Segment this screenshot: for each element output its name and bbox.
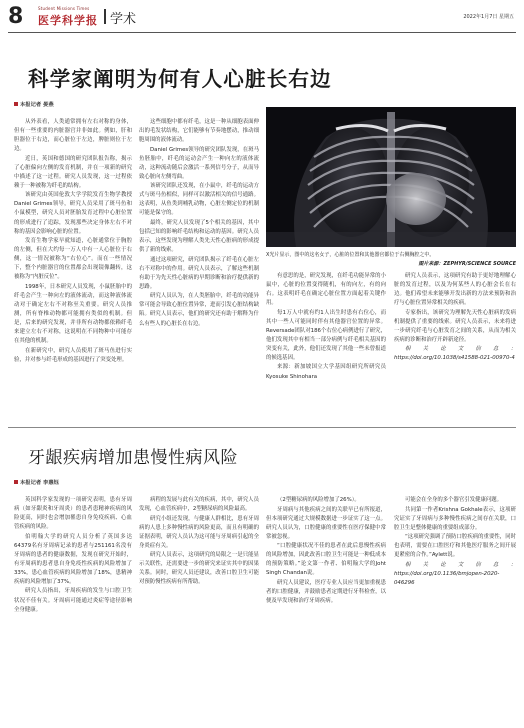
article1-column-1 (14, 118, 132, 423)
paragraph: 1998年，日本研究人员发现，小鼠胚胎中的纤毛会产生一种向左的液体流动，而这种液体流动对于确定左右不对称至关重要。研究人员推测，所有脊椎动物都可能拥有类似的机制。但是，后来的研究发现，并非所有动物都依赖纤毛来建立左右不对称，这说明在不同物种中可能存在其他的机制。 (14, 283, 132, 345)
header-rule (8, 32, 516, 33)
header-divider (104, 9, 106, 24)
article-divider (8, 427, 516, 428)
article2-column-4 (394, 496, 516, 724)
article1-column-3 (266, 272, 386, 422)
paragraph: 该研究由英国伦敦大学学院发育生物学教授Daniel Grimes领导，研究人员采用了斑马鱼和小鼠模型，研究人员对胚胎发育过程中心脏位置的形成进行了追踪，发现那些决定身体左右不对称的基因会影响心脏的位置。 (14, 192, 132, 235)
article1-headline: 科学家阐明为何有人心脏长右边 (28, 67, 332, 91)
doi-link[interactable]: 相关论文信息：https://doi.org/10.1136/bmjopen-2020-046296 (394, 561, 516, 586)
paper-logo: 医学科学报 (38, 14, 98, 27)
paragraph: 通过这项研究，研究团队揭示了纤毛在心脏左右不对称中的作用。研究人员表示，了解这些机制有助于为先天性心脏病的早期诊断和治疗提供新的思路。 (139, 256, 259, 290)
image-credit: 图片来源：ZEPHYR/SCIENCE SOURCE (418, 261, 516, 267)
article1-byline-text: 本报记者 晏燕 (20, 102, 54, 108)
article2-column-2 (139, 496, 259, 724)
paragraph: 来源：新加坡国立大学基因组研究所研究员Kyosuke Shinohara (266, 364, 386, 380)
paragraph: “这项研究强调了预防口腔疾病的重要性，同时也表明，需要在口腔医疗和其他医疗服务之间开展更紧密的合作。”Aylett说。 (394, 534, 516, 559)
paragraph: （2型糖尿病的风险增加了26%）。 (277, 497, 360, 503)
paragraph: 牙周病与其他疾病之间的关联早已有所报道，但本项研究通过大规模数据进一步证实了这一点。研究人员认为，口腔健康的重要性在医疗保健中常常被忽视。 (266, 506, 386, 540)
paragraph: 该研究团队还发现，在小鼠中，纤毛的运动方式与斑马鱼相似，同样可以激活相关的信号通路。这表明，从鱼类到哺乳动物，心脏左侧定位的机制可能是保守的。 (139, 183, 259, 217)
doi-link[interactable]: 相关论文信息：https://doi.org/10.1038/s41588-021-00970-4 (394, 346, 516, 362)
paragraph: 每1万人中就有约1人出生时患有右位心，而其中一些人可能同时伴有其他器官位置的异常。Reversade团队对186个右位心病例进行了研究，他们发现其中有相当一部分病例与纤毛相关基因的突变有关，此外，他们还发现了其他一些未曾报道的候选基因。 (266, 309, 386, 361)
article2-byline (14, 478, 59, 486)
paragraph: 在新研究中，研究人员使用了斑马鱼进行实验，并对参与纤毛形成的基因进行了突变处理。 (14, 347, 132, 363)
issue-date: 2022年1月7日 星期五 (463, 14, 514, 20)
paragraph: 研究人员认为，在人类胚胎中，纤毛的功能异常可能会导致心脏位置异常，进而引发心脏结构缺陷。研究人员表示，他们的研究还有助于解释为什么有些人的心脏长在右边。 (139, 293, 259, 327)
article2-column-3 (266, 496, 386, 724)
article1-column-2 (139, 118, 259, 423)
paragraph: 最终，研究人员发现了5个相关的基因，其中包括已知的影响纤毛结构和运动的基因。研究人员表示，这些发现为理解人类先天性心脏病的形成提供了新的线索。 (139, 220, 259, 254)
paragraph: 伯明翰大学的研究人员分析了英国多达64379名有牙周病记录的患者与251161名没有牙周病的患者的健康数据，发现在研究开始时，有牙周病的患者患自身免疫性疾病的风险增加了33%，患心血管疾病的风险增加了18%，患精神疾病的风险增加了37%。 (14, 533, 132, 585)
paragraph: 有意思的是，研究发现，在纤毛功能异常的小鼠中，心脏的位置变得随机，有的向左，有的向右。这表明纤毛在确定心脏位置方面起着关键作用。 (266, 273, 386, 307)
article2-column-1 (14, 496, 132, 724)
section-name: 学术 (110, 12, 137, 27)
page-number: 8 (8, 4, 24, 29)
paragraph: 这些细胞中都有纤毛，这是一种从细胞表面伸出的毛发状结构，它们能够有节奏地摆动，推动细胞周围的液体流动。 (139, 119, 259, 144)
xray-illustration (266, 107, 516, 247)
paragraph: 英国科学家发现的一项研究表明，患有牙周病（如牙龈炎和牙周炎）的患者患精神疾病的风险更高，同时也会增加罹患自身免疫疾病、心血管疾病的风险。 (14, 497, 132, 531)
article1-byline (14, 100, 54, 108)
byline-marker-icon (14, 102, 18, 106)
paragraph: 从外表看，人类通常拥有左右对称的身体，但有一些重要的内脏器官并非如此。例如，肝和胆器位于右边，而心脏位于左边，脾脏则位于左边。 (14, 119, 132, 153)
article2-headline: 牙龈疾病增加患慢性病风险 (28, 448, 238, 468)
paragraph: “口腔健康状况不佳的患者在此后患慢性疾病的风险增加，因此改善口腔卫生可能是一种低成本的预防策略。”论文第一作者、伯明翰大学的Joht Singh Chandan说。 (266, 543, 386, 577)
chest-xray-image (266, 107, 516, 247)
paper-english-name: Student Missions Times (38, 6, 90, 11)
paragraph: 研究人员建议，医疗专业人员应当更加重视患者的口腔健康，并鼓励患者定期进行牙科检查，以便及早发现和治疗牙周疾病。 (266, 579, 386, 605)
byline-marker-icon (14, 480, 18, 484)
paragraph: 发育生物学家早就知道，心脏通常位于胸腔的左侧，但在大约每一万人中有一人心脏位于右侧，这一情况被称为“右位心”。而在一些情况下，整个内脏器官的位置都会出现镜像翻转，这被称为“内脏反位”。 (14, 238, 132, 281)
paragraph: 研究人员指出，牙周疾病的发生与口腔卫生状况不佳有关。牙周病可能通过炎症等途径影响全身健康。 (14, 588, 132, 613)
article1-column-4 (394, 272, 516, 422)
paragraph: 专家指出，该研究为理解先天性心脏病的发病机制提供了重要的线索。研究人员表示，未来将进一步研究纤毛与心脏发育之间的关系，从而为相关疾病的诊断和治疗开辟新途径。 (394, 309, 516, 343)
paragraph: 可能会在全身的多个器官引发健康问题。 (405, 497, 503, 503)
paragraph: 共同第一作者Krishna Gokhale表示，这项研究证实了牙周病与多种慢性疾病之间存在关联，口腔卫生是整体健康的重要组成部分。 (394, 506, 516, 531)
paragraph: 研究人员表示，这项研究的局限之一是只能显示关联性，还需要进一步的研究来证实其中的因果关系。同时，研究人员还建议，改善口腔卫生可能对预防慢性疾病有所帮助。 (139, 552, 259, 586)
paragraph: 近日，英国和德国的研究团队报告称，揭示了心脏偏向左侧的发育机制，并在一项新的研究中描述了这一过程。研究人员发现，这一过程依赖于一种被称为纤毛的结构。 (14, 155, 132, 189)
paragraph: 研究人员表示，这项研究有助于更好地理解心脏的发育过程，以及为何某些人的心脏会长在右边。他们希望未来能够开发出新的方法来预防和治疗与心脏位置异常相关的疾病。 (394, 273, 516, 307)
image-caption: X光片显示，图中的这名女子，心脏的位置和其他器官都位于右侧胸腔之中。 (266, 252, 435, 258)
paragraph: Daniel Grimes领导的研究团队发现，在斑马鱼胚胎中，纤毛的运动会产生一种向左的液体流动，这种流动随后会激活一系列信号分子，从而导致心脏向左侧弯曲。 (139, 146, 259, 180)
paragraph: 研究小组还发现，与健康人群相比，患有牙周病的人患上多种慢性病的风险更高，而且有明确的证据表明，研究人员认为这可能与牙周病引起的全身炎症有关。 (139, 515, 259, 549)
paragraph: 病程的发展与此有关的疾病，其中，研究人员发现，心血管疾病中，2型糖尿病的风险最高。 (139, 497, 259, 513)
page-header (0, 0, 524, 38)
article2-byline-text: 本报记者 李惠钰 (20, 480, 59, 486)
